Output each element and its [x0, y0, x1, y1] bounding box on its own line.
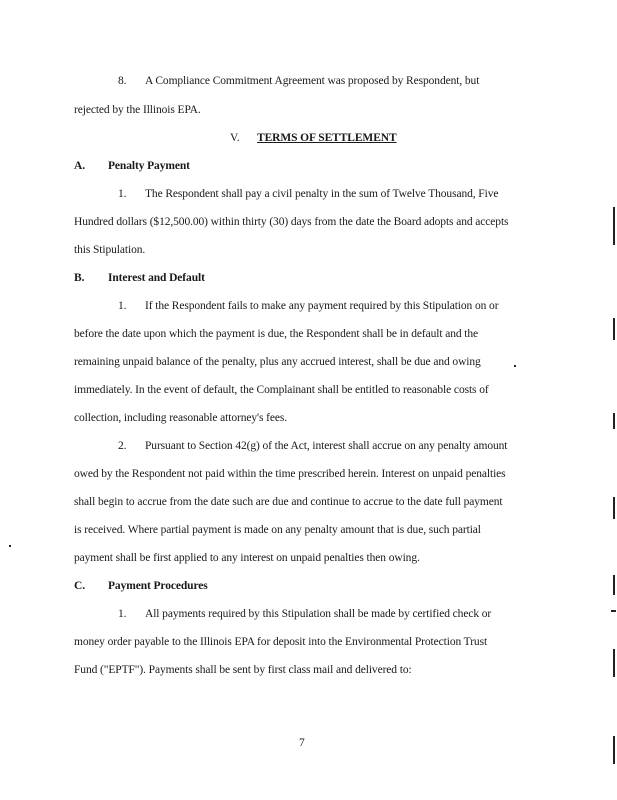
para8-line1: A Compliance Commitment Agreement was proposed by Respondent, but: [145, 75, 480, 87]
section-a-p1-number: 1.: [118, 188, 127, 200]
margin-change-bar: [613, 497, 615, 519]
page-number: 7: [299, 737, 305, 749]
section-a-letter: A.: [74, 160, 85, 172]
section-number: V.: [230, 132, 240, 144]
section-b-p2-number: 2.: [118, 440, 127, 452]
section-b-p1-line: remaining unpaid balance of the penalty, plus any accrued interest, shall be due and owing: [74, 356, 481, 368]
section-b-p1-line: If the Respondent fails to make any payment required by this Stipulation on or: [145, 300, 499, 312]
section-c-p1-number: 1.: [118, 608, 127, 620]
para8-number: 8.: [118, 75, 127, 87]
section-b-p2-line: payment shall be first applied to any interest on unpaid penalties then owing.: [74, 552, 420, 564]
margin-change-bar: [613, 575, 615, 595]
scan-speck: [9, 545, 11, 547]
margin-tick: [611, 610, 616, 612]
section-c-p1-line: money order payable to the Illinois EPA for deposit into the Environmental Protection Trust: [74, 636, 488, 648]
section-b-p2-line: shall begin to accrue from the date such are due and continue to accrue to the date full payment: [74, 496, 503, 508]
section-b-p1-number: 1.: [118, 300, 127, 312]
section-b-p1-line: collection, including reasonable attorney's fees.: [74, 412, 288, 424]
section-a-heading: Penalty Payment: [108, 160, 190, 172]
margin-change-bar: [613, 413, 615, 429]
section-title: TERMS OF SETTLEMENT: [257, 132, 397, 144]
section-b-heading: Interest and Default: [108, 272, 205, 284]
section-a-p1-line: The Respondent shall pay a civil penalty in the sum of Twelve Thousand, Five: [145, 188, 499, 200]
margin-change-bar: [613, 736, 615, 764]
section-b-letter: B.: [74, 272, 85, 284]
para8-line2: rejected by the Illinois EPA.: [74, 104, 201, 116]
section-b-p1-line: before the date upon which the payment is due, the Respondent shall be in default and the: [74, 328, 479, 340]
section-b-p2-line: owed by the Respondent not paid within the time prescribed herein. Interest on unpaid penalties: [74, 468, 506, 480]
section-c-heading: Payment Procedures: [108, 580, 208, 592]
section-b-p1-line: immediately. In the event of default, the Complainant shall be entitled to reasonable costs of: [74, 384, 489, 396]
section-c-letter: C.: [74, 580, 85, 592]
section-c-p1-line: Fund ("EPTF"). Payments shall be sent by first class mail and delivered to:: [74, 664, 412, 676]
section-b-p2-line: Pursuant to Section 42(g) of the Act, interest shall accrue on any penalty amount: [145, 440, 508, 452]
section-b-p2-line: is received. Where partial payment is made on any penalty amount that is due, such partial: [74, 524, 481, 536]
margin-change-bar: [613, 318, 615, 340]
section-c-p1-line: All payments required by this Stipulation shall be made by certified check or: [145, 608, 492, 620]
margin-change-bar: [613, 649, 615, 677]
margin-change-bar: [613, 207, 615, 245]
scan-speck: [514, 365, 516, 367]
section-a-p1-line: Hundred dollars ($12,500.00) within thirty (30) days from the date the Board adopts and accepts: [74, 216, 509, 228]
section-a-p1-line: this Stipulation.: [74, 244, 146, 256]
